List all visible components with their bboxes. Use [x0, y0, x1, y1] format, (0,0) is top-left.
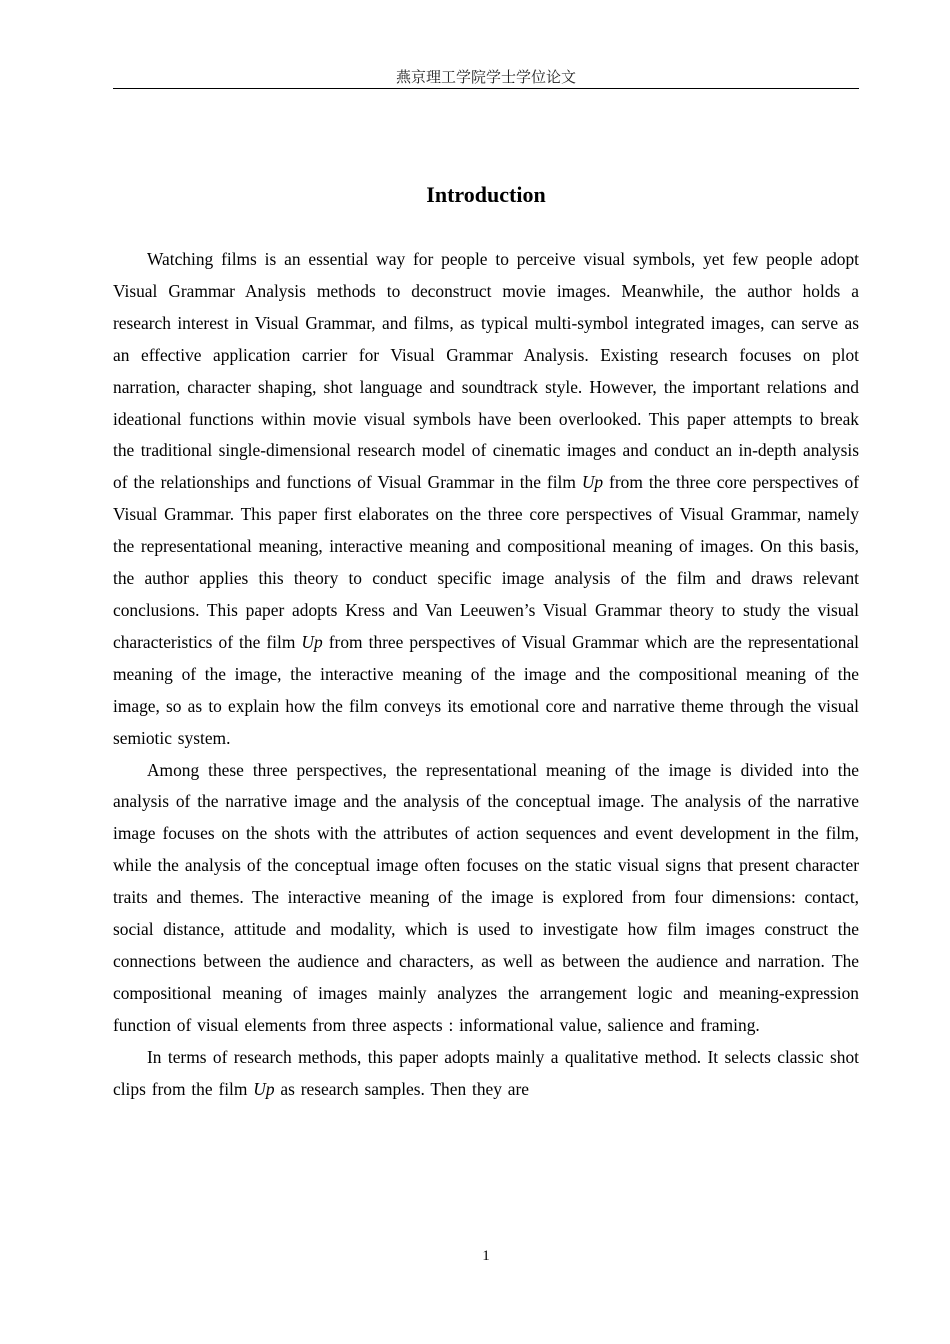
film-title-italic: Up — [301, 631, 323, 652]
paragraph-3 — [113, 1042, 859, 1106]
header-rule — [113, 88, 859, 89]
text-segment: from three perspectives of Visual Grammar which are the representational meaning of the image, the interactive meaning of the image and the compositional meaning of the image, so as to explain how the film conveys its emotional core and narrative theme through the visual semiotic system. — [113, 631, 859, 748]
page-number: 1 — [482, 1248, 490, 1264]
text-segment: Watching films is an essential way for people to perceive visual symbols, yet few people adopt Visual Grammar Analysis methods to deconstruct movie images. Meanwhile, the author holds a research interest in Visual Grammar, and films, as typical multi-symbol integrated images, can serve as an effective application carrier for Visual Grammar Analysis. Existing research focuses on plot narration, character shaping, shot language and soundtrack style. However, the important relations and ideational functions within movie visual symbols have been overlooked. This paper attempts to break the traditional single-dimensional research model of cinematic images and conduct an in-depth analysis of the relationships and functions of Visual Grammar in the film — [113, 249, 859, 493]
film-title-italic: Up — [253, 1078, 275, 1099]
text-segment: In terms of research methods, this paper adopts mainly a qualitative method. It selects classic shot clips from the film — [113, 1046, 859, 1099]
text-segment: as research samples. Then they are — [274, 1078, 530, 1099]
film-title-italic: Up — [581, 472, 604, 493]
section-title: Introduction — [426, 182, 546, 207]
text-segment: Among these three perspectives, the representational meaning of the image is divided into the analysis of the narrative image and the analysis of the conceptual image. The analysis of the narrative image focuses on the shots with the attributes of action sequences and event development in the film, while the analysis of the conceptual image often focuses on the static visual signs that present character traits and themes. The interactive meaning of the image is explored from four dimensions: contact, social distance, attitude and modality, which is used to investigate how film images construct the connections between the audience and characters, as well as between the audience and narration. The compositional meaning of images mainly analyzes the arrangement logic and meaning-expression function of visual elements from three aspects : informational value, salience and framing. — [113, 759, 859, 1035]
paragraph-1 — [113, 244, 859, 755]
text-segment: from the three core perspectives of Visual Grammar. This paper first elaborates on the three core perspectives of Visual Grammar, namely the representational meaning, interactive meaning and compositional meaning of images. On this basis, the author applies this theory to conduct specific image analysis of the film and draws relevant conclusions. This paper adopts Kress and Van Leeuwen’s Visual Grammar theory to study the visual characteristics of the film — [113, 472, 859, 652]
body-text — [113, 244, 859, 1105]
running-header: 燕京理工学院学士学位论文 — [395, 68, 576, 86]
paragraph-2 — [113, 755, 859, 1042]
